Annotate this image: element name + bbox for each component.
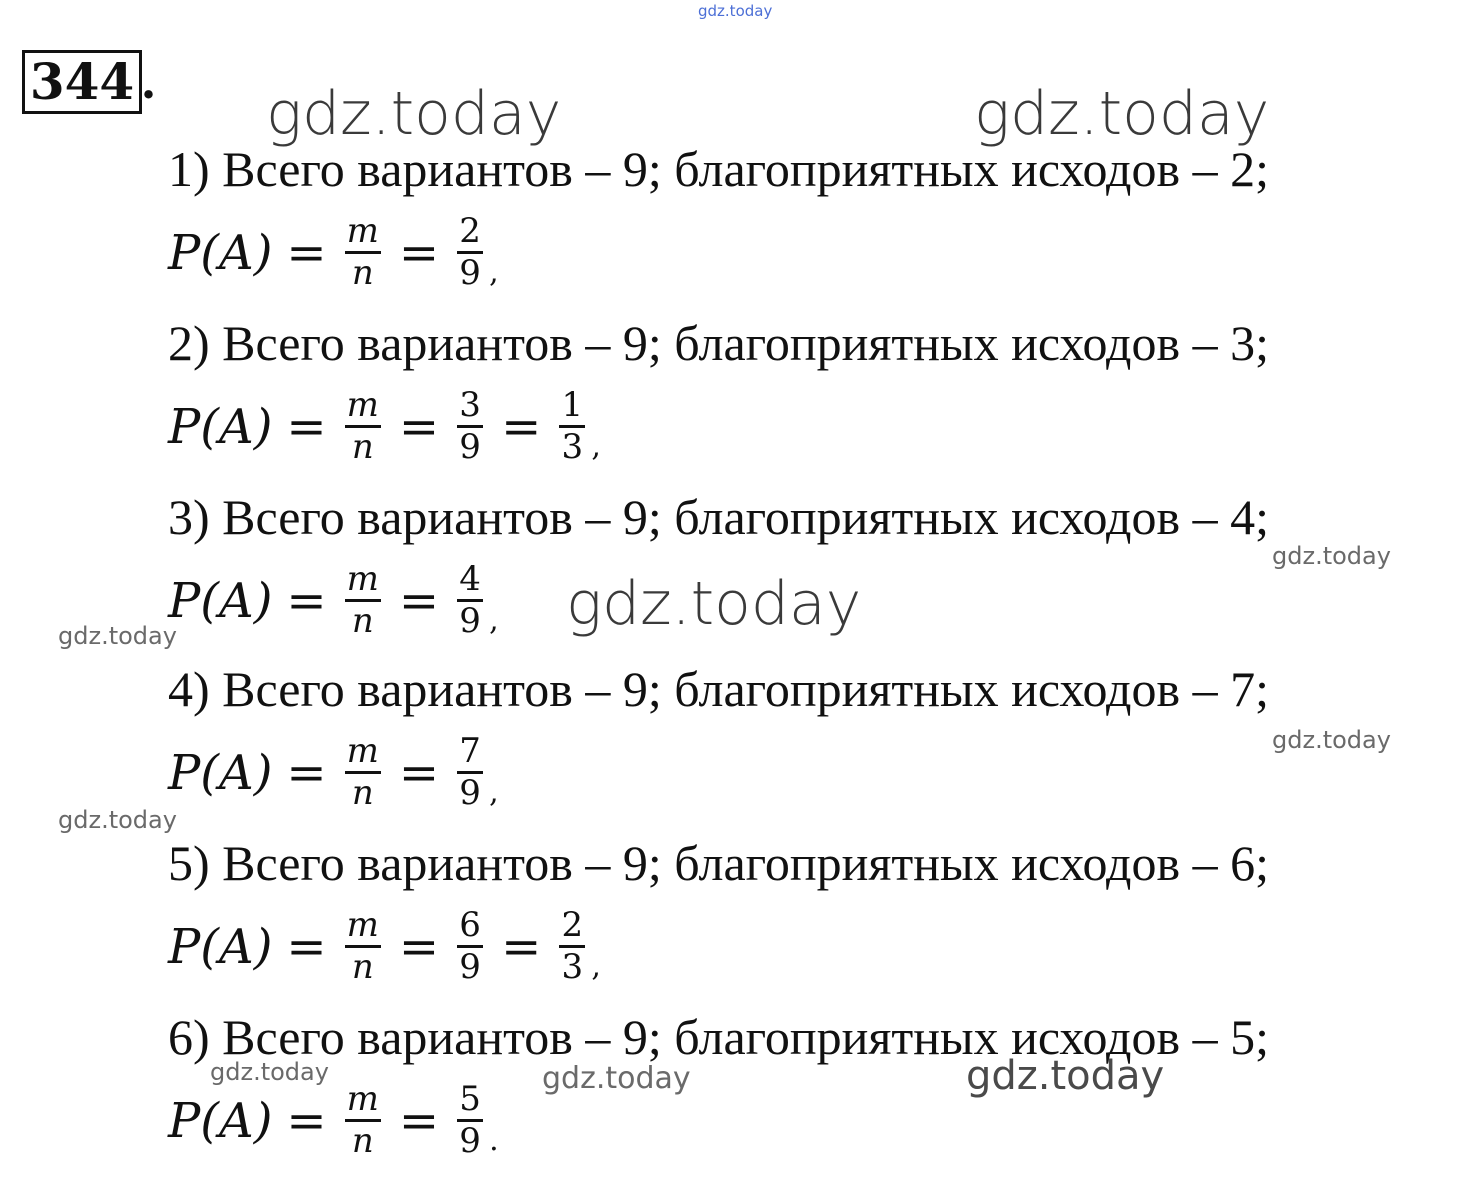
formula-end-punctuation: , — [489, 254, 499, 290]
fraction-simplified-denominator: 3 — [561, 947, 584, 988]
fraction-m-over-n-numerator: m — [346, 1079, 379, 1119]
item-statement: 4) Всего вариантов – 9; благоприятных исходов – 7; — [168, 661, 1270, 717]
fraction-m-over-n — [345, 560, 381, 641]
equals-sign: = — [398, 572, 440, 629]
fraction-value-numerator: 4 — [459, 559, 481, 599]
formula-lhs: P(A) — [168, 572, 273, 629]
equals-sign: = — [286, 572, 327, 629]
probability-formula — [168, 732, 499, 813]
equals-sign: = — [398, 1092, 440, 1149]
item-statement: 3) Всего вариантов – 9; благоприятных исходов – 4; — [168, 489, 1270, 545]
fraction-simplified-numerator: 1 — [561, 385, 584, 425]
watermark-bottom-right: gdz.today — [966, 1053, 1165, 1099]
problem-number-dot: . — [142, 53, 155, 110]
problem-number: 344 — [22, 50, 142, 114]
fraction-m-over-n — [345, 386, 381, 467]
equals-sign: = — [286, 398, 327, 455]
probability-formula — [168, 212, 499, 293]
equals-sign: = — [286, 1092, 327, 1149]
formula-lhs: P(A) — [168, 1092, 273, 1149]
item-statement: 2) Всего вариантов – 9; благоприятных исходов – 3; — [168, 315, 1270, 371]
formula-end-punctuation: , — [489, 774, 499, 810]
equals-sign: = — [398, 224, 440, 281]
fraction-value-denominator: 9 — [459, 947, 481, 988]
fraction-m-over-n-denominator: n — [351, 1121, 374, 1162]
fraction-value-numerator: 6 — [459, 905, 481, 945]
formula-end-punctuation: , — [591, 948, 601, 984]
fraction-m-over-n-denominator: n — [351, 253, 374, 294]
watermark-big-left: gdz.today — [266, 79, 562, 149]
item-statement: 5) Всего вариантов – 9; благоприятных исходов – 6; — [168, 835, 1270, 891]
watermark-bottom-mid: gdz.today — [542, 1061, 691, 1096]
fraction-value-numerator: 5 — [459, 1079, 481, 1119]
fraction-m-over-n-denominator: n — [351, 773, 374, 814]
fraction-m-over-n-numerator: m — [346, 731, 379, 771]
watermark-small-right-1: gdz.today — [1272, 542, 1391, 570]
probability-formula — [168, 906, 601, 987]
formula-lhs: P(A) — [168, 744, 273, 801]
watermark-top: gdz.today — [698, 2, 773, 20]
formula-end-punctuation: , — [591, 428, 601, 464]
formula-lhs: P(A) — [168, 398, 273, 455]
fraction-m-over-n — [345, 212, 381, 293]
watermark-big-center: gdz.today — [566, 569, 862, 639]
probability-formula — [168, 560, 499, 641]
watermark-bottom-left: gdz.today — [210, 1058, 329, 1086]
probability-formula — [168, 1080, 499, 1161]
fraction-value — [457, 212, 483, 293]
fraction-m-over-n-numerator: m — [346, 211, 379, 251]
fraction-m-over-n-numerator: m — [346, 559, 379, 599]
watermark-small-right-2: gdz.today — [1272, 726, 1391, 754]
fraction-simplified — [559, 386, 585, 467]
fraction-value — [457, 906, 483, 987]
equals-sign: = — [501, 918, 542, 975]
fraction-value-numerator: 3 — [459, 385, 481, 425]
fraction-simplified-denominator: 3 — [561, 427, 584, 468]
fraction-value-denominator: 9 — [459, 601, 481, 642]
item-statement: 6) Всего вариантов – 9; благоприятных исходов – 5; — [168, 1009, 1270, 1065]
equals-sign: = — [501, 398, 542, 455]
equals-sign: = — [398, 744, 440, 801]
fraction-value — [457, 560, 483, 641]
fraction-m-over-n — [345, 1080, 381, 1161]
fraction-simplified-numerator: 2 — [561, 905, 584, 945]
fraction-m-over-n — [345, 732, 381, 813]
fraction-value-numerator: 7 — [459, 731, 481, 771]
fraction-m-over-n-numerator: m — [346, 385, 379, 425]
fraction-value — [457, 1080, 483, 1161]
formula-end-punctuation: , — [489, 602, 499, 638]
fraction-simplified — [559, 906, 585, 987]
formula-lhs: P(A) — [168, 224, 273, 281]
watermark-small-left-1: gdz.today — [58, 622, 177, 650]
fraction-m-over-n-denominator: n — [351, 947, 374, 988]
fraction-value-denominator: 9 — [459, 427, 481, 468]
equals-sign: = — [286, 918, 327, 975]
equals-sign: = — [398, 918, 440, 975]
equals-sign: = — [286, 744, 327, 801]
watermark-big-right: gdz.today — [974, 79, 1270, 149]
fraction-value-denominator: 9 — [459, 253, 481, 294]
fraction-value — [457, 386, 483, 467]
fraction-value-numerator: 2 — [459, 211, 481, 251]
formula-lhs: P(A) — [168, 918, 273, 975]
probability-formula — [168, 386, 601, 467]
formula-end-punctuation: . — [489, 1122, 499, 1158]
fraction-m-over-n-denominator: n — [351, 427, 374, 468]
fraction-value-denominator: 9 — [459, 1121, 481, 1162]
fraction-m-over-n — [345, 906, 381, 987]
fraction-m-over-n-numerator: m — [346, 905, 379, 945]
fraction-m-over-n-denominator: n — [351, 601, 374, 642]
watermark-small-left-2: gdz.today — [58, 806, 177, 834]
equals-sign: = — [286, 224, 327, 281]
fraction-value — [457, 732, 483, 813]
item-statement: 1) Всего вариантов – 9; благоприятных исходов – 2; — [168, 141, 1270, 197]
equals-sign: = — [398, 398, 440, 455]
fraction-value-denominator: 9 — [459, 773, 481, 814]
